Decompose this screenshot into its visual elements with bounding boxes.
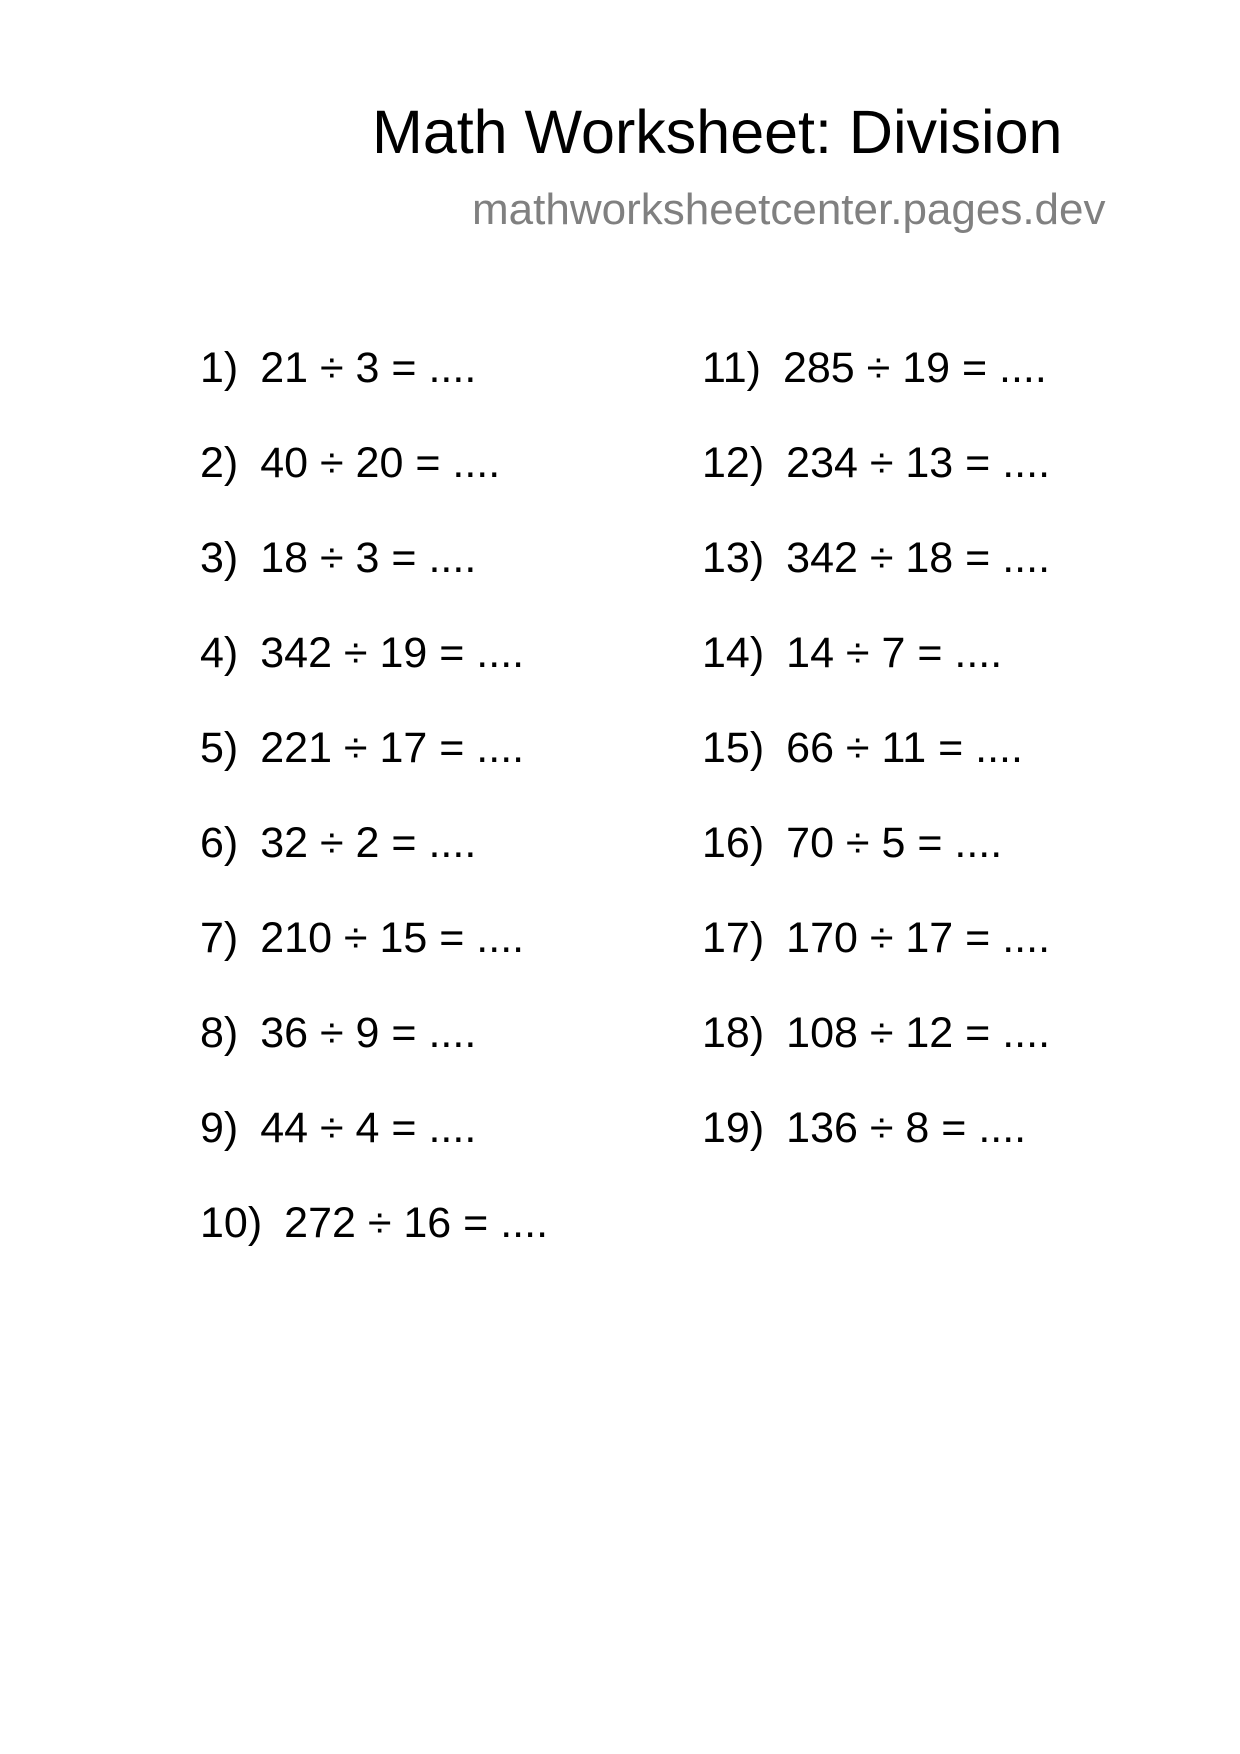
problem-expression: 210 ÷ 15 = .... [260,914,525,962]
problem-expression: 136 ÷ 8 = .... [786,1104,1027,1152]
problem-item [200,912,548,1007]
problem-item [702,722,1050,817]
problem-item [702,342,1050,437]
problem-number: 6) [200,819,239,867]
problem-expression: 44 ÷ 4 = .... [260,1104,477,1152]
problem-expression: 108 ÷ 12 = .... [786,1009,1051,1057]
problem-expression: 66 ÷ 11 = .... [786,724,1023,772]
problem-number: 7) [200,914,239,962]
problem-item [200,1197,548,1292]
problem-number: 17) [702,914,765,962]
problem-number: 13) [702,534,765,582]
problem-item [702,1102,1050,1197]
problem-number: 2) [200,439,239,487]
problem-expression: 40 ÷ 20 = .... [260,439,501,487]
problem-item [200,817,548,912]
problem-item [702,437,1050,532]
problem-list-right [702,342,1050,1197]
problem-item [702,912,1050,1007]
problem-number: 16) [702,819,765,867]
problem-number: 12) [702,439,765,487]
problem-expression: 18 ÷ 3 = .... [260,534,477,582]
problem-number: 5) [200,724,239,772]
problem-item [200,342,548,437]
problem-expression: 70 ÷ 5 = .... [786,819,1003,867]
problem-expression: 234 ÷ 13 = .... [786,439,1051,487]
problem-number: 18) [702,1009,765,1057]
problem-item [702,817,1050,912]
site-url: mathworksheetcenter.pages.dev [472,185,1106,234]
problem-item [200,627,548,722]
problem-number: 14) [702,629,765,677]
problem-expression: 21 ÷ 3 = .... [260,344,477,392]
problem-number: 3) [200,534,239,582]
problem-number: 10) [200,1199,263,1247]
problem-item [702,627,1050,722]
problem-item [702,532,1050,627]
problem-number: 4) [200,629,239,677]
problem-number: 11) [702,344,761,392]
problem-item [702,1007,1050,1102]
problem-item [200,1007,548,1102]
problem-expression: 32 ÷ 2 = .... [260,819,477,867]
problem-number: 15) [702,724,765,772]
problem-expression: 170 ÷ 17 = .... [786,914,1051,962]
problem-expression: 342 ÷ 18 = .... [786,534,1051,582]
problem-number: 19) [702,1104,765,1152]
problem-expression: 272 ÷ 16 = .... [284,1199,549,1247]
problem-item [200,532,548,627]
problem-expression: 221 ÷ 17 = .... [260,724,525,772]
worksheet-title: Math Worksheet: Division [372,98,1063,166]
problem-number: 1) [200,344,239,392]
problem-list-left [200,342,548,1292]
problem-number: 8) [200,1009,239,1057]
problem-item [200,437,548,532]
problem-expression: 36 ÷ 9 = .... [260,1009,477,1057]
problem-number: 9) [200,1104,239,1152]
problem-expression: 14 ÷ 7 = .... [786,629,1003,677]
problem-item [200,1102,548,1197]
problem-item [200,722,548,817]
problem-expression: 342 ÷ 19 = .... [260,629,525,677]
problem-expression: 285 ÷ 19 = .... [782,344,1047,392]
